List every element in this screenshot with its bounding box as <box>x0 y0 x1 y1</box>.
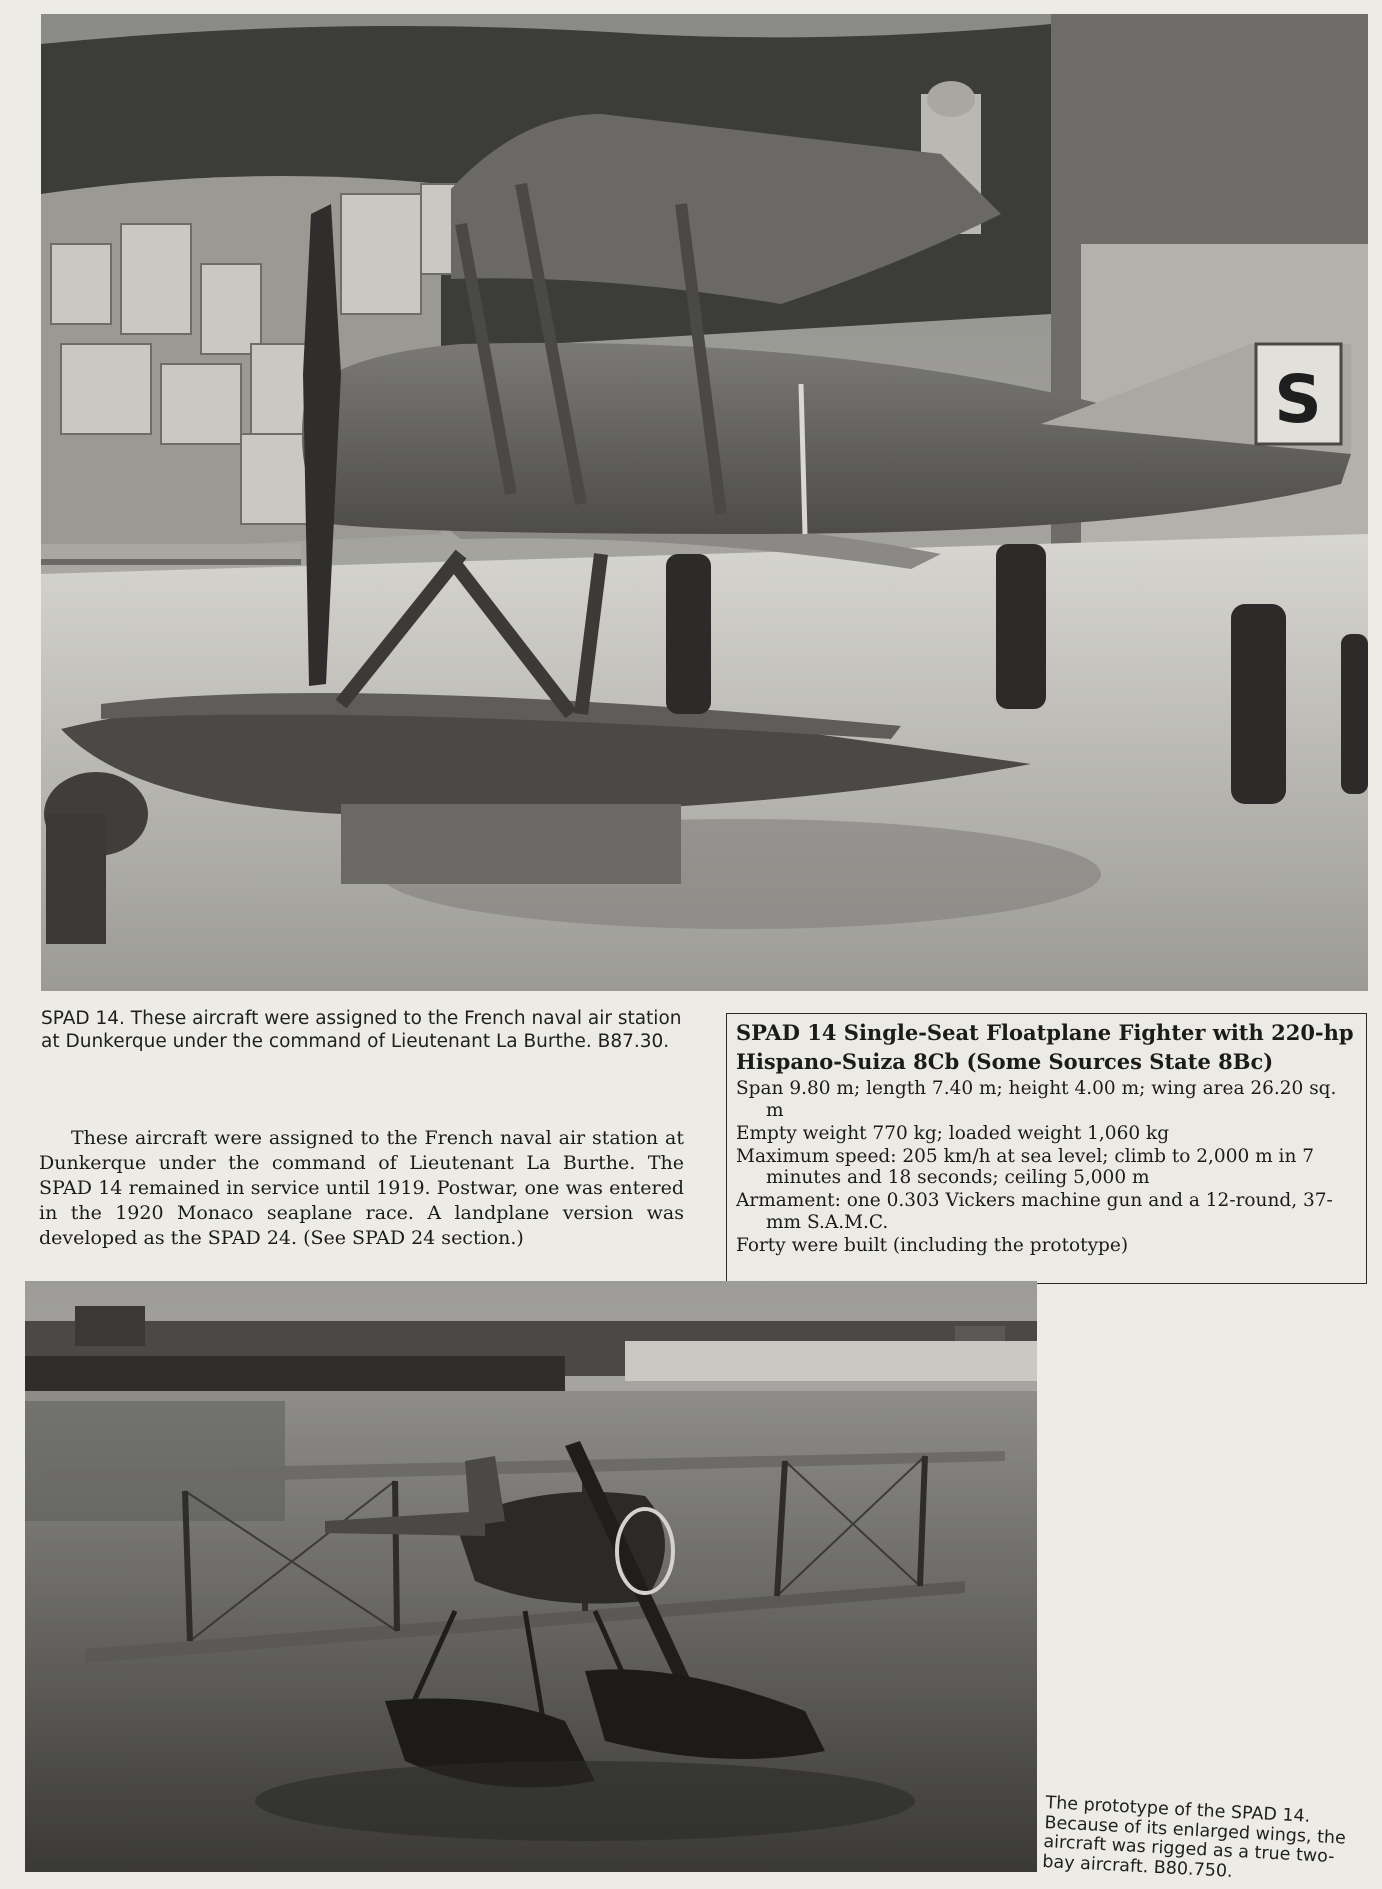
bottom-photo-caption: The prototype of the SPAD 14. Because of its enlarged wings, the aircraft was rigged as a true two-bay aircraft. B80.750. <box>1041 1793 1347 1882</box>
bottom-photo <box>25 1281 1037 1872</box>
top-photo-caption: SPAD 14. These aircraft were assigned to the French naval air station at Dunkerque under the command of Lieutenant La Burthe. B87.30. <box>41 1008 682 1052</box>
spec-dimensions: Span 9.80 m; length 7.40 m; height 4.00 m; wing area 26.20 sq. m <box>736 1078 1337 1121</box>
specification-box <box>726 1013 1367 1284</box>
bottom-photo-illustration <box>25 1281 1037 1872</box>
spec-production: Forty were built (including the prototype) <box>736 1234 1129 1256</box>
spec-performance: Maximum speed: 205 km/h at sea level; climb to 2,000 m in 7 minutes and 18 seconds; ceiling 5,000 m <box>736 1145 1315 1188</box>
top-photo <box>41 14 1368 991</box>
spec-weights: Empty weight 770 kg; loaded weight 1,060 kg <box>736 1122 1170 1144</box>
top-photo-illustration <box>41 14 1368 991</box>
body-paragraph: These aircraft were assigned to the French naval air station at Dunkerque under the command of Lieutenant La Burthe. The SPAD 14 remained in service until 1919. Postwar, one was entered in the 1920 Monaco seaplane race. A landplane version was developed as the SPAD 24. (See SPAD 24 section.) <box>39 1127 684 1249</box>
spec-title: SPAD 14 Single-Seat Floatplane Fighter with 220-hp Hispano-Suiza 8Cb (Some Sources State 8Bc) <box>736 1020 1354 1074</box>
spec-armament: Armament: one 0.303 Vickers machine gun and a 12-round, 37-mm S.A.M.C. <box>736 1190 1333 1233</box>
tail-letter: S <box>1274 361 1322 438</box>
